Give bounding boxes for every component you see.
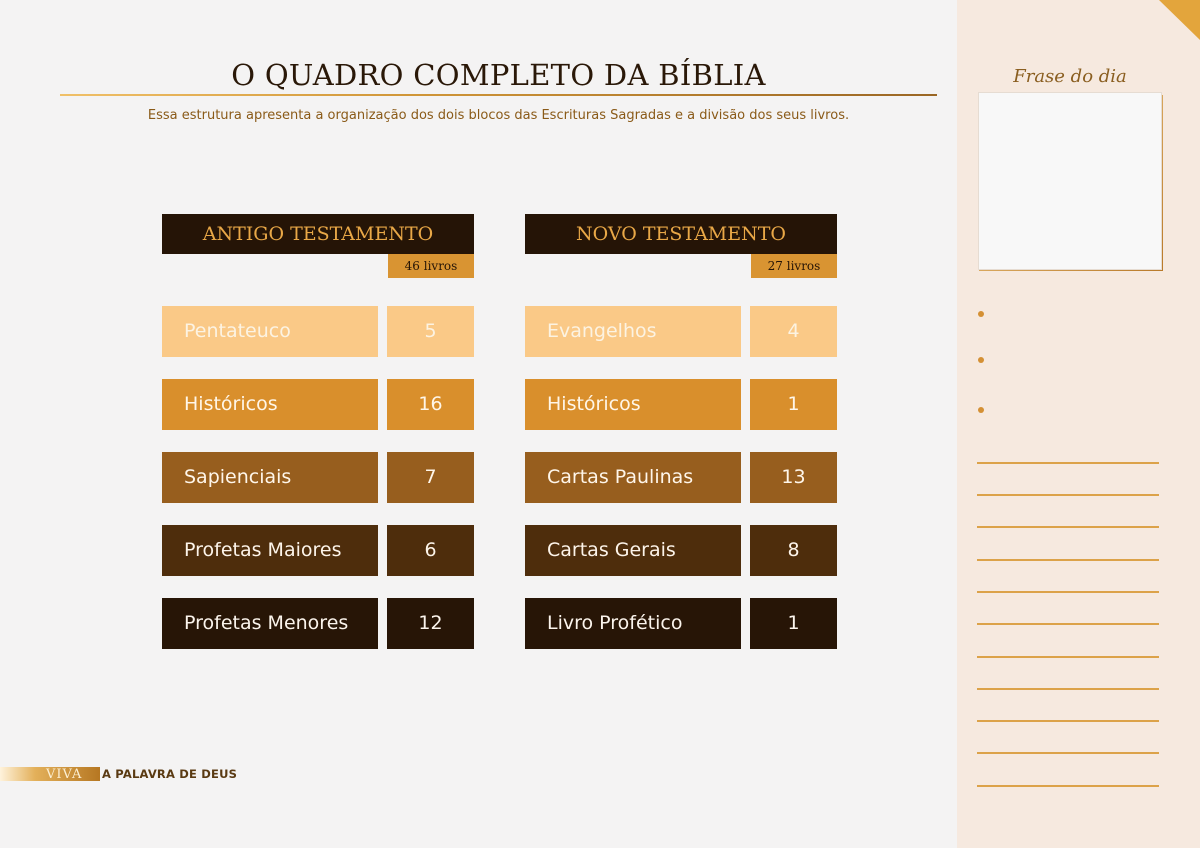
title-underline bbox=[60, 94, 937, 96]
writing-line[interactable] bbox=[977, 591, 1159, 593]
row-label: Evangelhos bbox=[525, 306, 741, 357]
new-testament-row bbox=[525, 379, 837, 430]
row-label: Históricos bbox=[525, 379, 741, 430]
row-value: 12 bbox=[387, 598, 474, 649]
row-label: Históricos bbox=[162, 379, 378, 430]
corner-accent bbox=[1159, 0, 1200, 40]
row-label: Profetas Menores bbox=[162, 598, 378, 649]
row-value: 7 bbox=[387, 452, 474, 503]
old-testament-row bbox=[162, 525, 474, 576]
page-title: O QUADRO COMPLETO DA BÍBLIA bbox=[231, 58, 766, 92]
writing-line[interactable] bbox=[977, 785, 1159, 787]
old-testament-row bbox=[162, 598, 474, 649]
row-label: Profetas Maiores bbox=[162, 525, 378, 576]
footer-text: A PALAVRA DE DEUS bbox=[102, 767, 238, 781]
new-testament-row bbox=[525, 306, 837, 357]
footer-brand: VIVA bbox=[46, 767, 83, 782]
new-testament-row bbox=[525, 525, 837, 576]
row-label: Pentateuco bbox=[162, 306, 378, 357]
old-testament-row bbox=[162, 306, 474, 357]
writing-line[interactable] bbox=[977, 752, 1159, 754]
bullet-point bbox=[978, 311, 984, 317]
writing-line[interactable] bbox=[977, 462, 1159, 464]
new-testament-count-badge: 27 livros bbox=[751, 254, 837, 278]
old-testament-row bbox=[162, 379, 474, 430]
row-value: 1 bbox=[750, 379, 837, 430]
row-label: Cartas Paulinas bbox=[525, 452, 741, 503]
writing-line[interactable] bbox=[977, 688, 1159, 690]
row-label: Cartas Gerais bbox=[525, 525, 741, 576]
row-label: Livro Profético bbox=[525, 598, 741, 649]
phrase-of-the-day-box[interactable] bbox=[978, 92, 1162, 270]
writing-line[interactable] bbox=[977, 656, 1159, 658]
row-value: 6 bbox=[387, 525, 474, 576]
row-label: Sapienciais bbox=[162, 452, 378, 503]
row-value: 13 bbox=[750, 452, 837, 503]
new-testament-header: NOVO TESTAMENTO bbox=[525, 214, 837, 254]
bullet-point bbox=[978, 407, 984, 413]
row-value: 4 bbox=[750, 306, 837, 357]
row-value: 16 bbox=[387, 379, 474, 430]
writing-line[interactable] bbox=[977, 526, 1159, 528]
old-testament-table bbox=[162, 214, 474, 634]
writing-line[interactable] bbox=[977, 494, 1159, 496]
old-testament-row bbox=[162, 452, 474, 503]
new-testament-row bbox=[525, 598, 837, 649]
writing-line[interactable] bbox=[977, 559, 1159, 561]
old-testament-count-badge: 46 livros bbox=[388, 254, 474, 278]
writing-line[interactable] bbox=[977, 623, 1159, 625]
row-value: 1 bbox=[750, 598, 837, 649]
new-testament-table bbox=[525, 214, 837, 634]
writing-line[interactable] bbox=[977, 720, 1159, 722]
old-testament-header: ANTIGO TESTAMENTO bbox=[162, 214, 474, 254]
bullet-point bbox=[978, 357, 984, 363]
page-subtitle: Essa estrutura apresenta a organização dos dois blocos das Escrituras Sagradas e a divisão dos seus livros. bbox=[147, 108, 850, 123]
notes-sidebar bbox=[957, 0, 1200, 848]
phrase-of-the-day-label: Frase do dia bbox=[1013, 66, 1127, 87]
new-testament-row bbox=[525, 452, 837, 503]
row-value: 8 bbox=[750, 525, 837, 576]
row-value: 5 bbox=[387, 306, 474, 357]
